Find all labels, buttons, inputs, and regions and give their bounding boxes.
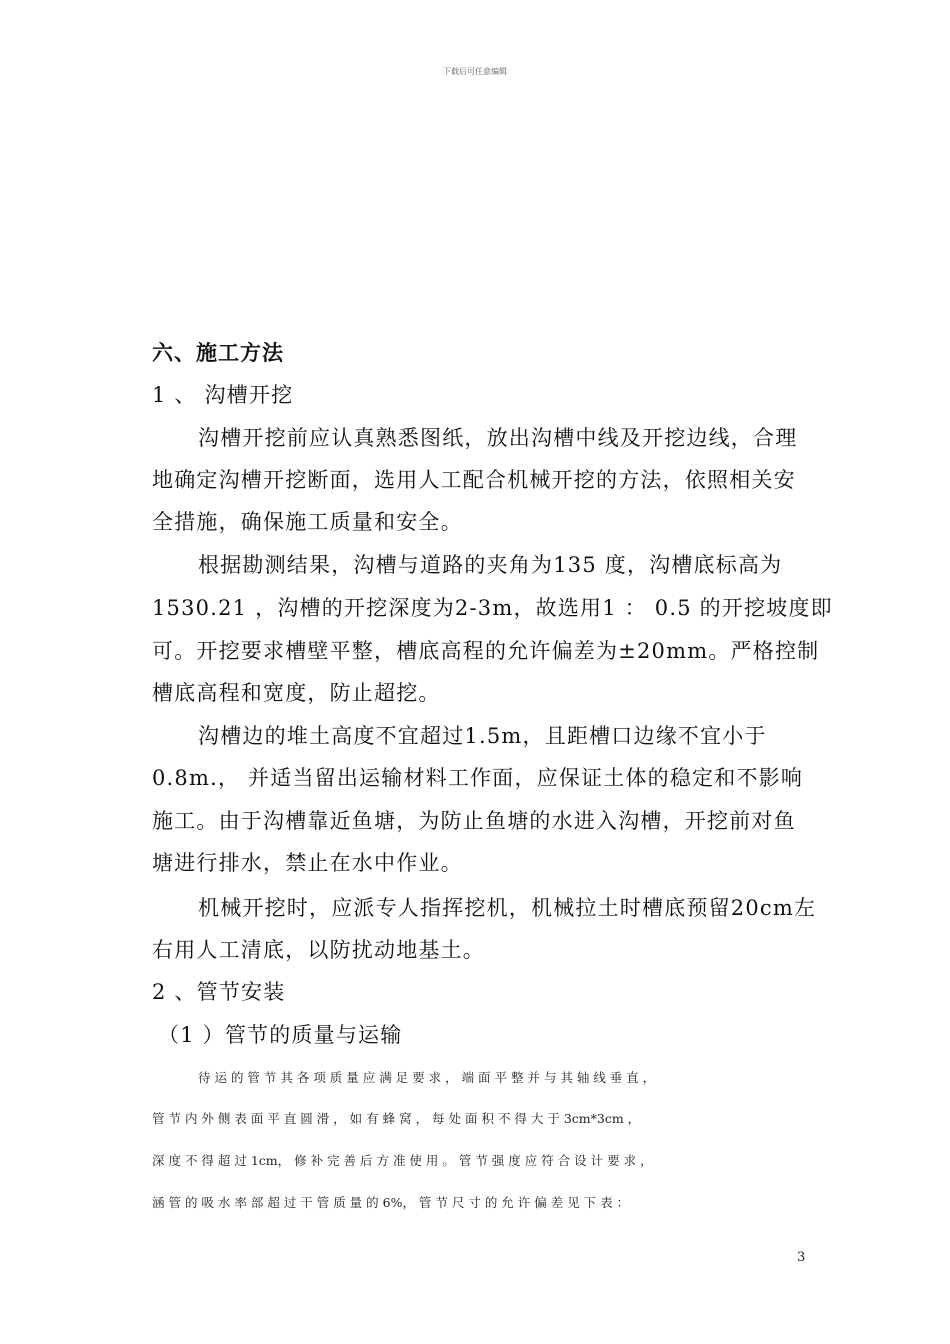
subsection-heading-2: 2 、管节安装: [152, 980, 286, 1004]
paragraph-5-line-2: 管 节 内 外 侧 表 面 平 直 圆 滑 ， 如 有 蜂 窝 ， 每 处 面 积 不 得 大 于 3cm*3cm ，: [152, 1111, 641, 1126]
subsection-heading-2-1: （1 ）管节的质量与运输: [158, 1023, 403, 1047]
paragraph-5-line-1: 待 运 的 管 节 其 各 项 质 量 应 满 足 要 求 ， 端 面 平 整 并 与 其 轴 线 垂 直 ，: [198, 1070, 656, 1085]
paragraph-3-line-3: 施工。由于沟槽靠近鱼塘，为防止鱼塘的水进入沟槽，开挖前对鱼: [152, 809, 796, 833]
paragraph-2-line-1: 根据勘测结果，沟槽与道路的夹角为135 度，沟槽底标高为: [198, 553, 783, 577]
subsection-heading-1: 1 、 沟槽开挖: [152, 383, 294, 407]
paragraph-5-line-4: 涵 管 的 吸 水 率 部 超 过 干 管 质 量 的 6%， 管 节 尺 寸 的 允 许 偏 差 见 下 表 ：: [152, 1195, 630, 1210]
section-title: 六、施工方法: [152, 340, 284, 365]
paragraph-5-line-3: 深 度 不 得 超 过 1cm， 修 补 完 善 后 方 准 使 用 。 管 节 强 度 应 符 合 设 计 要 求 ，: [152, 1153, 653, 1168]
paragraph-1-line-3: 全措施，确保施工质量和安全。: [152, 510, 463, 534]
paragraph-2-line-4: 槽底高程和宽度，防止超挖。: [152, 681, 441, 705]
paragraph-3-line-1: 沟槽边的堆土高度不宜超过1.5m，且距槽口边缘不宜小于: [198, 724, 767, 748]
paragraph-2-line-3: 可。开挖要求槽壁平整，槽底高程的允许偏差为±20mm。严格控制: [152, 639, 820, 663]
paragraph-2-line-2: 1530.21 ，沟槽的开挖深度为2-3m，故选用1 ： 0.5 的开挖坡度即: [152, 596, 833, 620]
paragraph-1-line-2: 地确定沟槽开挖断面，选用人工配合机械开挖的方法，依照相关安: [152, 468, 796, 492]
header-note: 下载后可任意编辑: [443, 67, 507, 76]
paragraph-3-line-4: 塘进行排水，禁止在水中作业。: [152, 851, 463, 875]
paragraph-1-line-1: 沟槽开挖前应认真熟悉图纸，放出沟槽中线及开挖边线，合理: [198, 426, 798, 450]
paragraph-3-line-2: 0.8m.， 并适当留出运输材料工作面，应保证土体的稳定和不影响: [152, 766, 804, 790]
page-number: 3: [797, 1250, 806, 1265]
paragraph-4-line-2: 右用人工清底，以防扰动地基土。: [152, 938, 485, 962]
paragraph-4-line-1: 机械开挖时，应派专人指挥挖机，机械拉土时槽底预留20cm左: [198, 896, 817, 920]
